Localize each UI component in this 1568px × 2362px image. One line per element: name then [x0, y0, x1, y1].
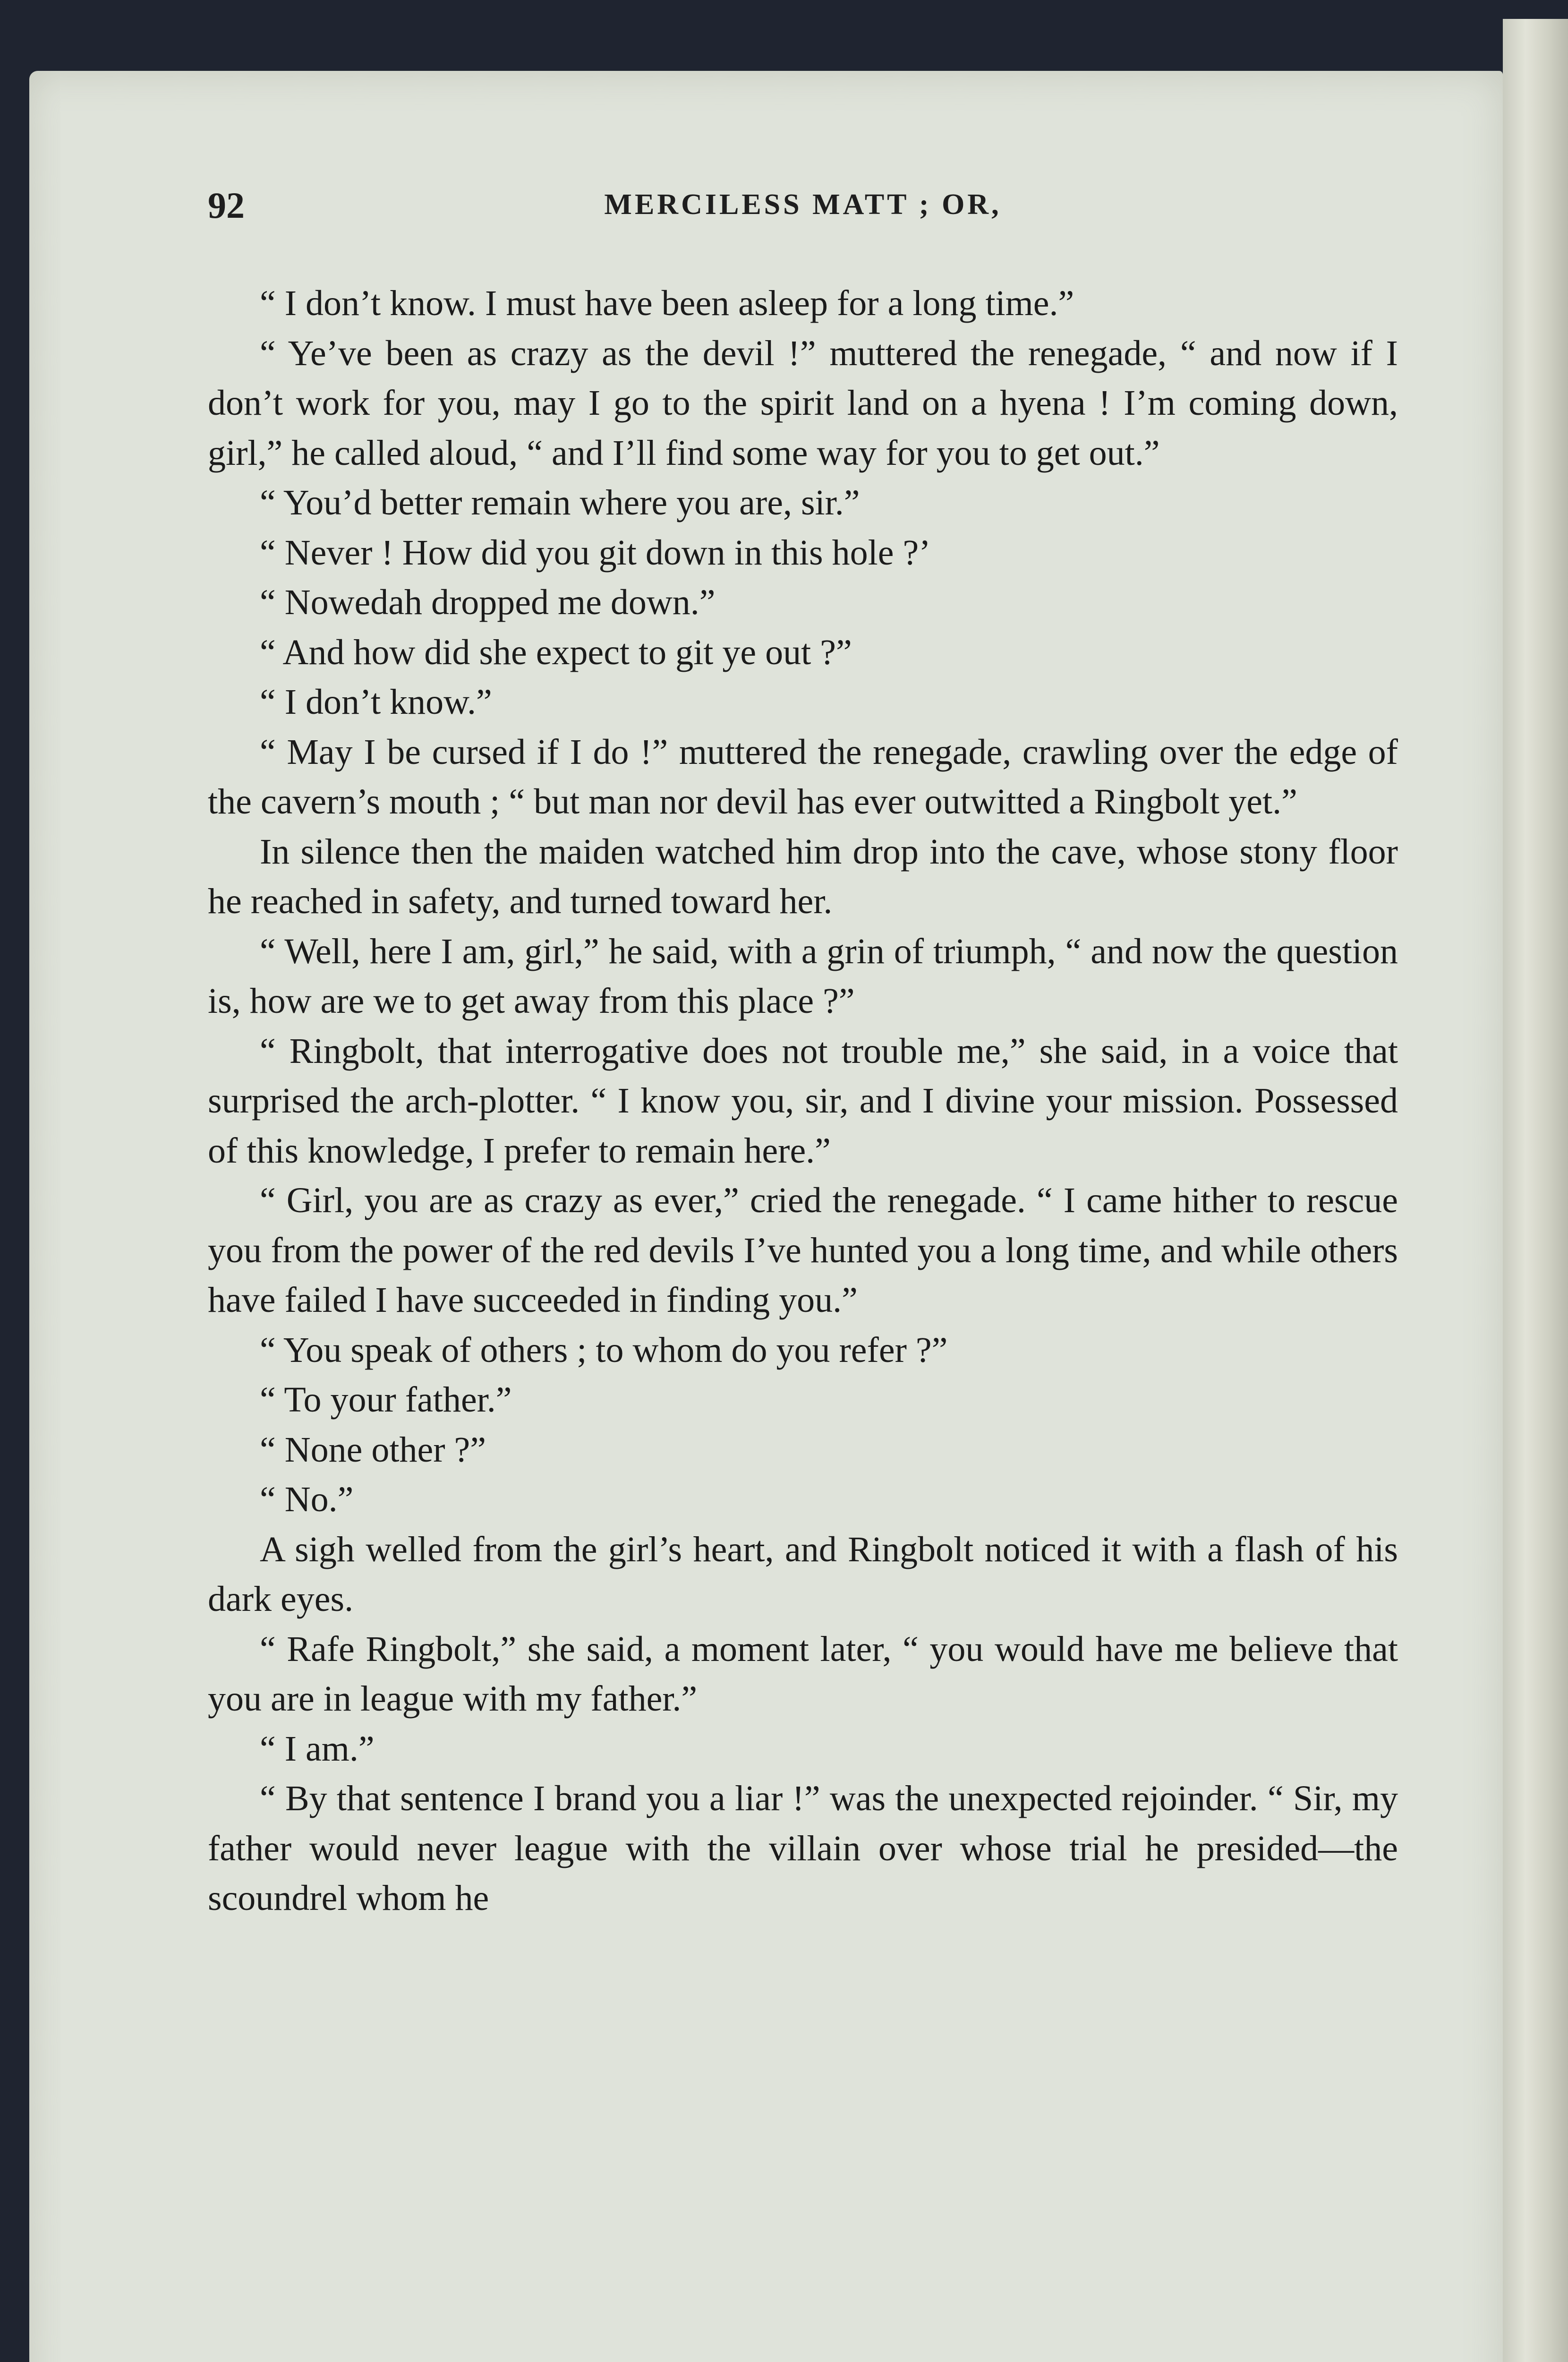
paragraph: “ I am.” — [260, 1729, 375, 1769]
paragraph: “ Girl, you are as crazy as ever,” cried the renegade. “ I came hither to rescue you from the power of the red devils I’ve hunted you a long time, and while others have failed I have succeeded in finding you.” — [208, 1181, 1398, 1320]
paragraph: “ And how did she expect to git ye out ?” — [260, 632, 852, 672]
paragraph: “ Ringbolt, that interrogative does not trouble me,” she said, in a voice that surprised the arch-plotter. “ I know you, sir, and I divine your mission. Possessed of this knowledge, I prefer to remain here.” — [208, 1031, 1398, 1171]
paragraph: “ To your father.” — [260, 1380, 512, 1420]
paragraph: A sigh welled from the girl’s heart, and Ringbolt noticed it with a flash of his dark eyes. — [208, 1529, 1398, 1619]
body-text — [208, 279, 1398, 1924]
paragraph: “ You speak of others ; to whom do you refer ?” — [260, 1330, 948, 1370]
page-edge — [1503, 19, 1568, 2362]
page-number: 92 — [208, 185, 245, 226]
paragraph: “ By that sentence I brand you a liar !” was the unexpected rejoinder. “ Sir, my father would never league with the villain over whose trial he presided—the scoundrel whom he — [208, 1779, 1398, 1918]
paragraph: “ I don’t know. I must have been asleep for a long time.” — [260, 283, 1074, 323]
paragraph: In silence then the maiden watched him drop into the cave, whose stony floor he reached in safety, and turned toward her. — [208, 831, 1398, 921]
paragraph: “ Never ! How did you git down in this hole ?’ — [260, 532, 931, 573]
paragraph: “ No.” — [260, 1480, 354, 1519]
paragraph: “ None other ?” — [260, 1429, 486, 1470]
paragraph: “ Nowedah dropped me down.” — [260, 582, 716, 622]
paragraph: “ Ye’ve been as crazy as the devil !” muttered the renegade, “ and now if I don’t work for you, may I go to the spirit land on a hyena ! I’m coming down, girl,” he called aloud, “ and I’ll find some way for you to get out.” — [208, 333, 1398, 473]
running-title: MERCILESS MATT ; OR, — [604, 188, 1002, 221]
paragraph: “ Well, here I am, girl,” he said, with a grin of triumph, “ and now the question is, how are we to get away from this place ?” — [208, 931, 1398, 1021]
paragraph: “ You’d better remain where you are, sir.” — [260, 483, 860, 522]
paragraph: “ Rafe Ringbolt,” she said, a moment later, “ you would have me believe that you are in league with my father.” — [208, 1629, 1398, 1719]
page-header — [208, 184, 1398, 236]
paragraph: “ I don’t know.” — [260, 682, 492, 722]
paragraph: “ May I be cursed if I do !” muttered the renegade, crawling over the edge of the cavern’s mouth ; “ but man nor devil has ever outwitted a Ringbolt yet.” — [208, 732, 1398, 822]
